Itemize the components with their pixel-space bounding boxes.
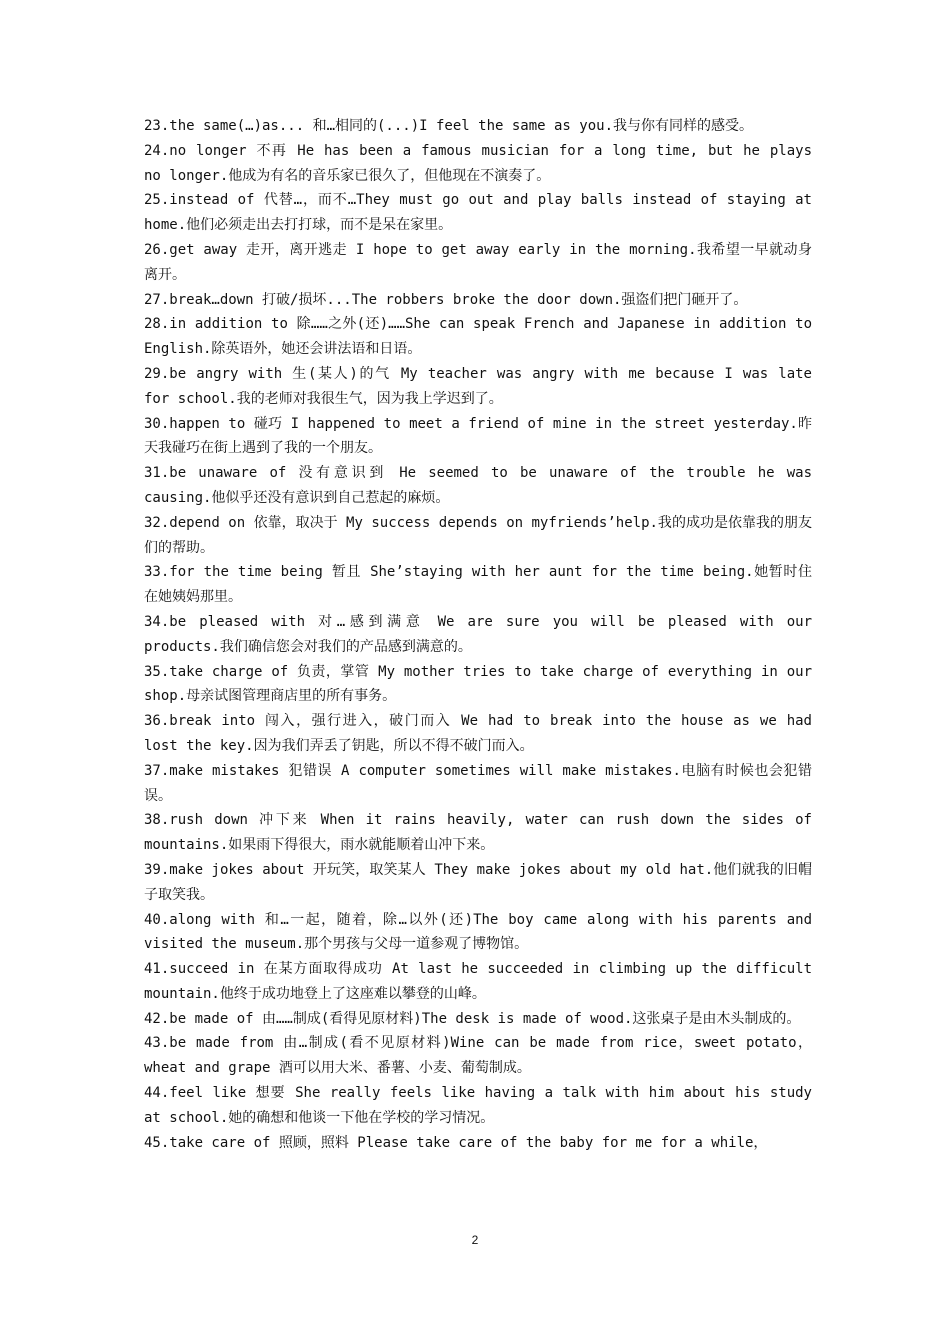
phrase-entry-37: 37.make mistakes 犯错误 A computer sometimes will make mistakes.电脑有时候也会犯错误。 xyxy=(144,762,812,804)
phrase-entry-23: 23.the same(…)as... 和…相同的(...)I feel the same as you.我与你有同样的感受。 xyxy=(144,118,754,134)
phrase-entry-30: 30.happen to 碰巧 I happened to meet a friend of mine in the street yesterday.昨天我碰巧在街上遇到了我的一个朋友。 xyxy=(144,415,812,457)
phrase-entry-38: 38.rush down 冲下来 When it rains heavily, water can rush down the sides of mountains.如果雨下得很大，雨水就能顺着山冲下来。 xyxy=(144,812,812,854)
phrase-entry-44: 44.feel like 想要 She really feels like having a talk with him about his study at school.她的确想和他谈一下他在学校的学习情况。 xyxy=(144,1085,812,1126)
phrase-entry-26: 26.get away 走开，离开逃走 I hope to get away early in the morning.我希望一早就动身离开。 xyxy=(144,241,812,283)
phrase-entry-45: 45.take care of 照顾，照料 Please take care of the baby for me for a while， xyxy=(144,1134,768,1151)
phrase-entry-27: 27.break…down 打破/损坏...The robbers broke the door down.强盗们把门砸开了。 xyxy=(144,291,748,308)
phrase-entry-40: 40.along with 和…一起，随着，除…以外(还)The boy came along with his parents and visited the museum.那个男孩与父母一道参观了博物馆。 xyxy=(144,911,812,953)
phrase-entry-24: 24.no longer 不再 He has been a famous musician for a long time, but he plays no longer.他成为有名的音乐家已很久了，但他现在不演奏了。 xyxy=(144,142,812,184)
phrase-entry-25: 25.instead of 代替…，而不…They must go out and play balls instead of staying at home.他们必须走出去打打球，而不是呆在家里。 xyxy=(144,192,812,234)
phrase-entry-36: 36.break into 闯入，强行进入，破门而入 We had to break into the house as we had lost the key.因为我们弄丢了钥匙，所以不得不破门而入。 xyxy=(144,713,812,754)
phrase-entry-28: 28.in addition to 除……之外(还)……She can speak French and Japanese in addition to English.除英语外，她还会讲法语和日语。 xyxy=(144,316,812,358)
page-number: 2 xyxy=(471,1233,479,1247)
phrase-entry-31: 31.be unaware of 没有意识到 He seemed to be unaware of the trouble he was causing.他似乎还没有意识到自己惹起的麻烦。 xyxy=(144,465,812,506)
phrase-entry-32: 32.depend on 依靠，取决于 My success depends on myfriends’help.我的成功是依靠我的朋友们的帮助。 xyxy=(144,514,812,556)
phrase-entry-42: 42.be made of 由……制成(看得见原材料)The desk is made of wood.这张桌子是由木头制成的。 xyxy=(144,1010,801,1027)
phrase-entry-29: 29.be angry with 生(某人)的气 My teacher was angry with me because I was late for school.我的老师对我很生气，因为我上学迟到了。 xyxy=(144,365,812,407)
phrase-entry-39: 39.make jokes about 开玩笑，取笑某人 They make jokes about my old hat.他们就我的旧帽子取笑我。 xyxy=(144,861,812,903)
phrase-entry-41: 41.succeed in 在某方面取得成功 At last he succeeded in climbing up the difficult mountain.他终于成功地登上了这座难以攀登的山峰。 xyxy=(144,961,812,1002)
phrase-entry-43: 43.be made from 由…制成(看不见原材料)Wine can be made from rice，sweet potato，wheat and grape 酒可以用大米、番薯、小麦、葡萄制成。 xyxy=(144,1035,812,1077)
document-body xyxy=(144,114,812,1155)
phrase-entry-33: 33.for the time being 暂且 She’staying with her aunt for the time being.她暂时住在她姨妈那里。 xyxy=(144,564,812,606)
phrase-entry-34: 34.be pleased with 对…感到满意 We are sure you will be pleased with our products.我们确信您会对我们的产品感到满意的。 xyxy=(144,613,812,655)
phrase-entry-35: 35.take charge of 负责，掌管 My mother tries to take charge of everything in our shop.母亲试图管理商店里的所有事务。 xyxy=(144,663,812,705)
